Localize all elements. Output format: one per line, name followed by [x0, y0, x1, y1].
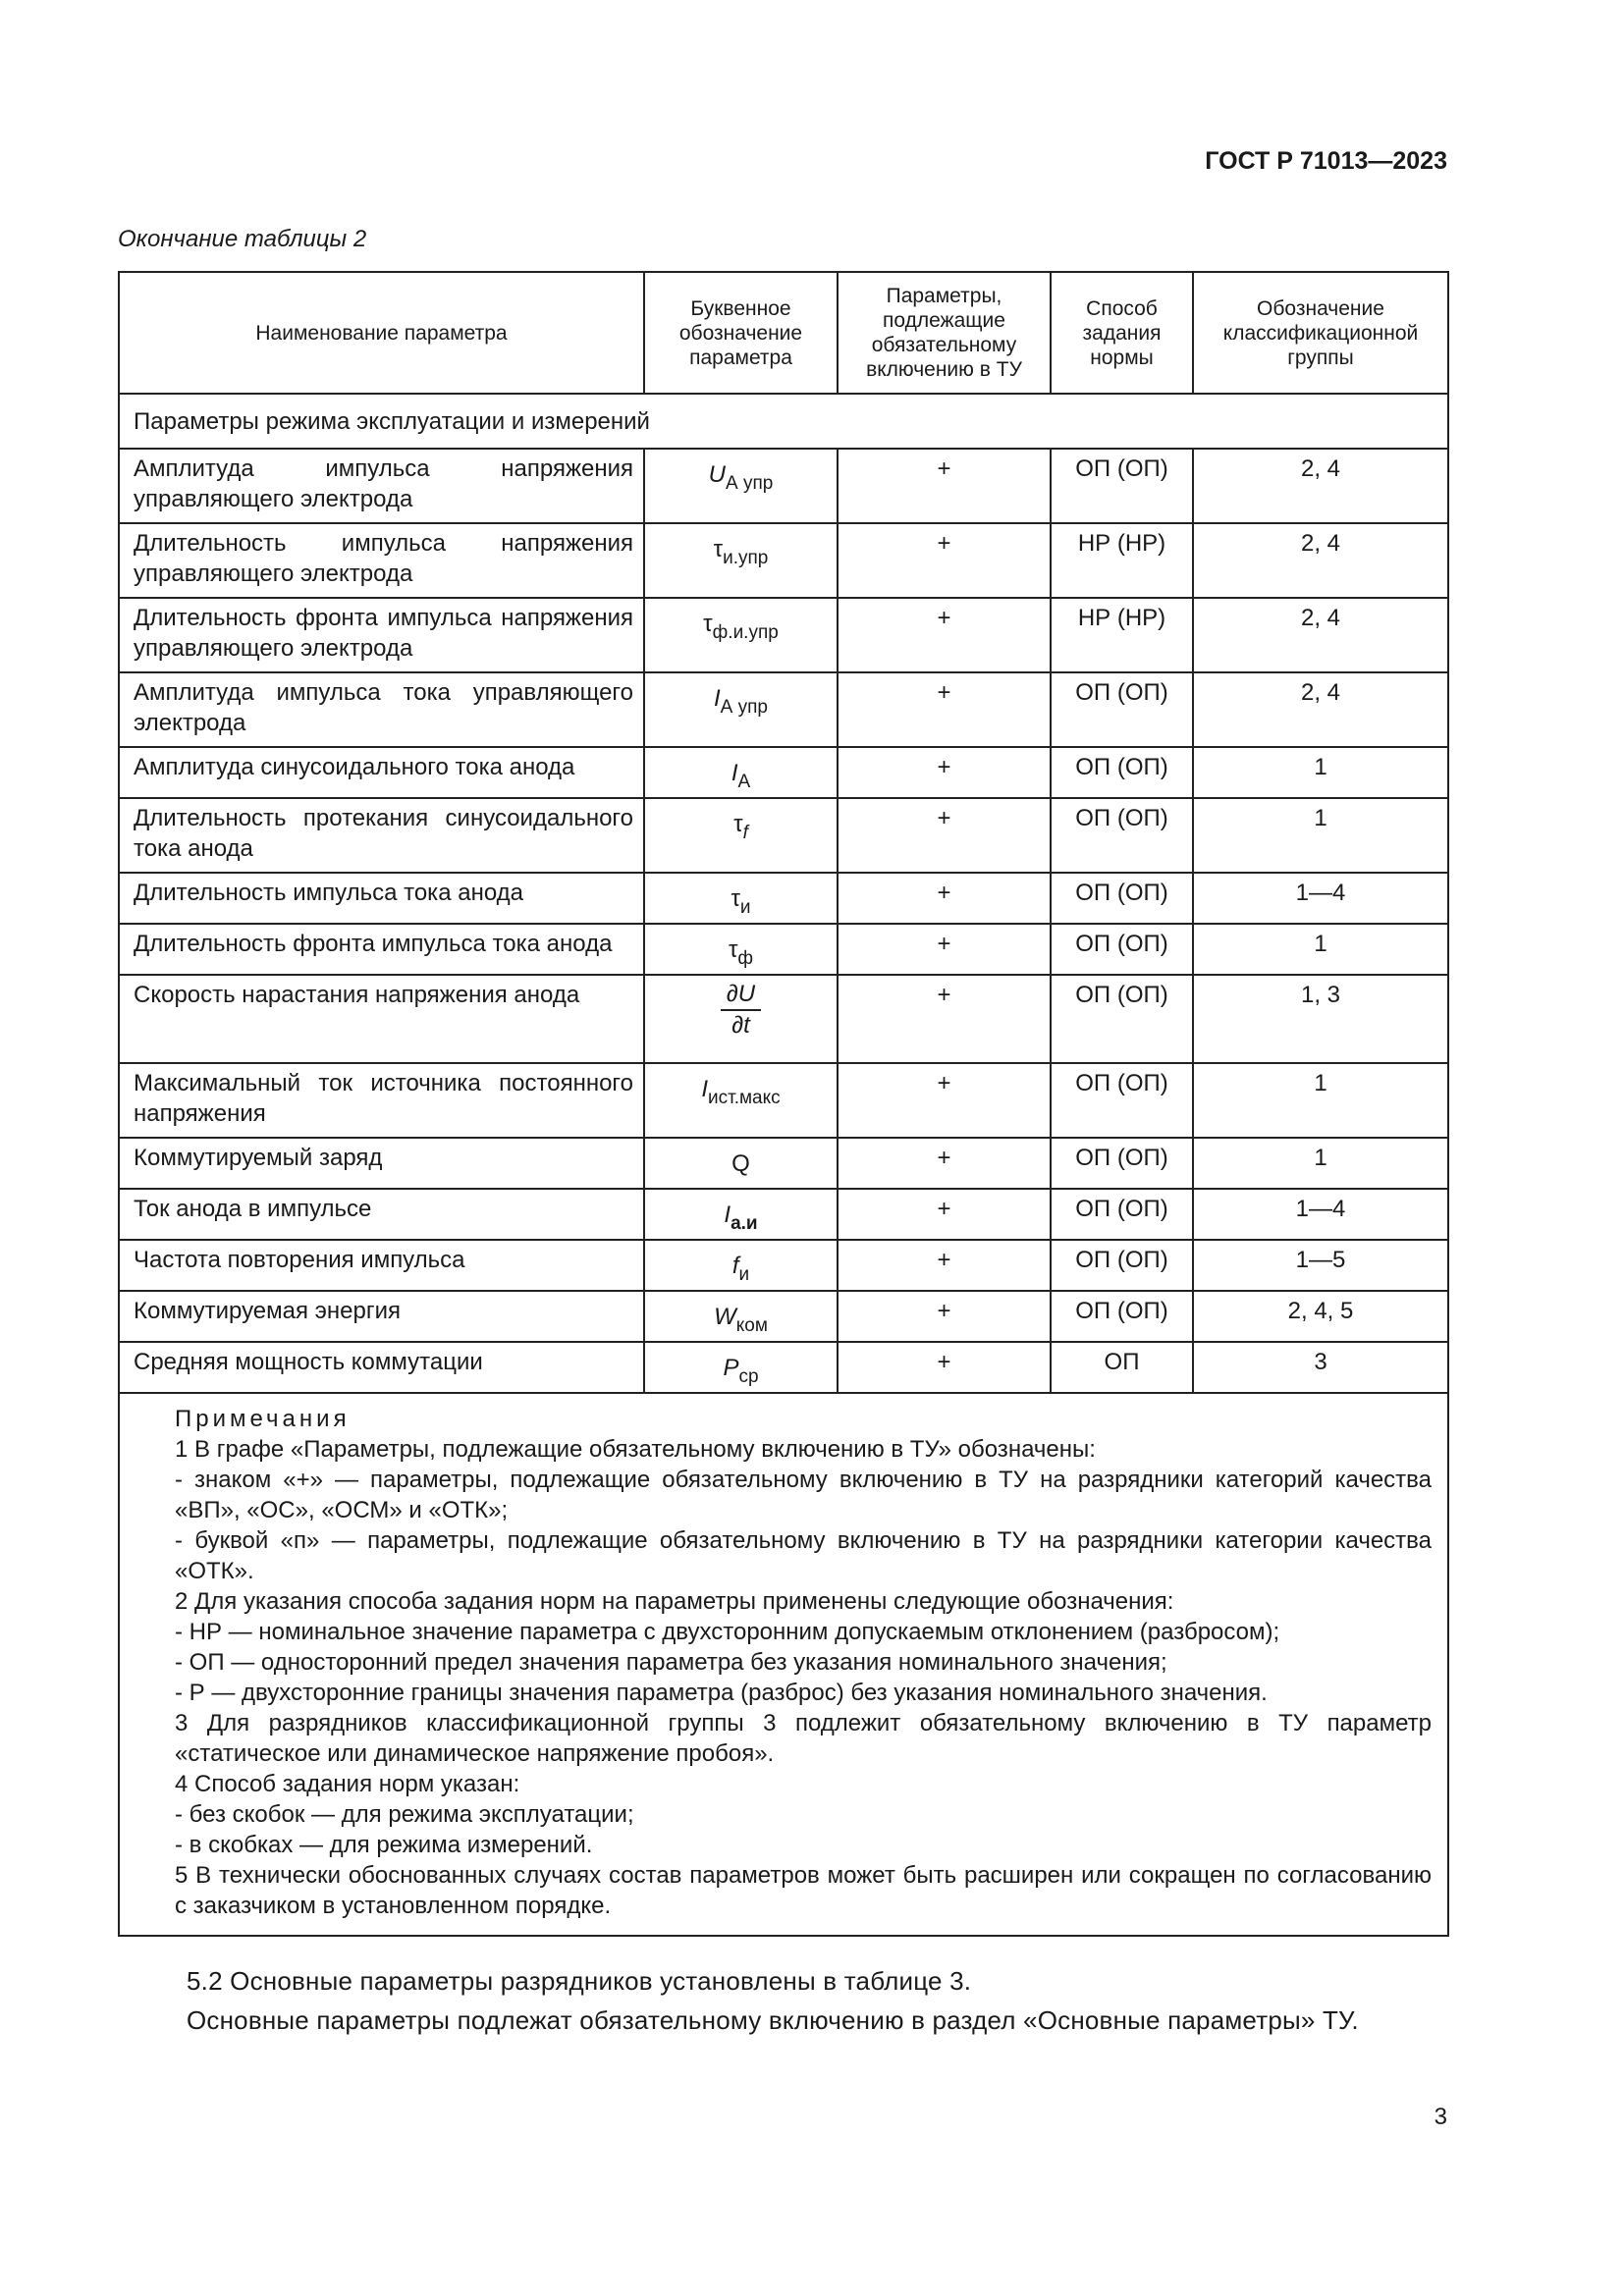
note-2a: - НР — номинальное значение параметра с двухсторонним допускаемым отклонением (разбросом);: [175, 1619, 1280, 1645]
param-name: Длительность протекания синусоидального тока анода: [119, 798, 644, 873]
param-symbol: $I_А$: [644, 747, 838, 798]
table-row: [119, 523, 1448, 598]
param-inclusion: +: [838, 975, 1051, 1063]
document-code: ГОСТ Р 71013—2023: [1205, 147, 1447, 175]
note-1: 1 В графе «Параметры, подлежащие обязательному включению в ТУ» обозначены:: [175, 1436, 1096, 1463]
paragraph-5-2: 5.2 Основные параметры разрядников установлены в таблице 3.: [187, 1966, 972, 1996]
param-group: 1—4: [1193, 873, 1448, 924]
note-2c: - Р — двухсторонние границы значения параметра (разброс) без указания номинального значения.: [175, 1680, 1268, 1706]
param-name: Амплитуда синусоидального тока анода: [119, 747, 644, 798]
param-norm: ОП (ОП): [1051, 1291, 1193, 1342]
param-group: 1—4: [1193, 1189, 1448, 1240]
param-inclusion: +: [838, 924, 1051, 975]
table-header-row: [119, 272, 1448, 394]
param-inclusion: +: [838, 1138, 1051, 1189]
param-inclusion: +: [838, 672, 1051, 747]
param-symbol: $\tau_{и.упр}$: [644, 523, 838, 598]
table-row: [119, 1342, 1448, 1393]
param-symbol: $f_и$: [644, 1240, 838, 1291]
param-name: Длительность фронта импульса напряжения управляющего электрода: [119, 598, 644, 672]
table-row: [119, 747, 1448, 798]
param-group: 1: [1193, 798, 1448, 873]
table-row: [119, 975, 1448, 1063]
param-group: 3: [1193, 1342, 1448, 1393]
param-inclusion: +: [838, 449, 1051, 523]
param-group: 2, 4, 5: [1193, 1291, 1448, 1342]
param-norm: НР (НР): [1051, 598, 1193, 672]
param-inclusion: +: [838, 523, 1051, 598]
param-norm: ОП (ОП): [1051, 798, 1193, 873]
column-header-inclusion: Параметры, подлежащие обязательному включению в ТУ: [838, 272, 1051, 394]
param-group: 2, 4: [1193, 598, 1448, 672]
param-name: Длительность фронта импульса тока анода: [119, 924, 644, 975]
param-norm: НР (НР): [1051, 523, 1193, 598]
param-group: 1: [1193, 924, 1448, 975]
table-row: [119, 1063, 1448, 1138]
column-header-symbol: Буквенное обозначение параметра: [644, 272, 838, 394]
param-inclusion: +: [838, 1189, 1051, 1240]
column-header-class-group: Обозначение классификационной группы: [1193, 272, 1448, 394]
param-norm: ОП (ОП): [1051, 1189, 1193, 1240]
param-symbol: $\tau_ф$: [644, 924, 838, 975]
table-row: [119, 1138, 1448, 1189]
param-norm: ОП (ОП): [1051, 1240, 1193, 1291]
param-inclusion: +: [838, 798, 1051, 873]
param-inclusion: +: [838, 598, 1051, 672]
section-title: Параметры режима эксплуатации и измерений: [119, 394, 1448, 449]
param-symbol: $I_{а.и}$: [644, 1189, 838, 1240]
param-inclusion: +: [838, 747, 1051, 798]
table-row: [119, 1291, 1448, 1342]
param-group: 1: [1193, 1138, 1448, 1189]
table-row: [119, 449, 1448, 523]
param-symbol: $\tau_f$: [644, 798, 838, 873]
param-group: 1: [1193, 747, 1448, 798]
derivative-fraction: $\frac{\partial U}{\partial t}$: [721, 980, 761, 1041]
param-symbol: Q: [644, 1138, 838, 1189]
notes-row: [119, 1393, 1448, 1936]
param-norm: ОП (ОП): [1051, 672, 1193, 747]
param-name: Средняя мощность коммутации: [119, 1342, 644, 1393]
param-inclusion: +: [838, 1342, 1051, 1393]
note-1a: - знаком «+» — параметры, подлежащие обязательному включению в ТУ на разрядники категорий качества «ВП», «ОС», «ОСМ» и «ОТК»;: [175, 1467, 1432, 1523]
param-inclusion: +: [838, 1240, 1051, 1291]
param-name: Максимальный ток источника постоянного напряжения: [119, 1063, 644, 1138]
section-row: [119, 394, 1448, 449]
table-row: [119, 1240, 1448, 1291]
param-name: Скорость нарастания напряжения анода: [119, 975, 644, 1063]
param-norm: ОП (ОП): [1051, 449, 1193, 523]
param-norm: ОП: [1051, 1342, 1193, 1393]
param-group: 2, 4: [1193, 449, 1448, 523]
table-row: [119, 924, 1448, 975]
note-5: 5 В технически обоснованных случаях состав параметров может быть расширен или сокращен по согласованию с заказчиком в установленном порядке.: [175, 1862, 1432, 1919]
note-1b: - буквой «п» — параметры, подлежащие обязательному включению в ТУ на разрядники категории качества «ОТК».: [175, 1527, 1432, 1584]
param-inclusion: +: [838, 873, 1051, 924]
param-name: Коммутируемая энергия: [119, 1291, 644, 1342]
table-row: [119, 598, 1448, 672]
param-norm: ОП (ОП): [1051, 924, 1193, 975]
param-symbol: $W_{ком}$: [644, 1291, 838, 1342]
param-group: 1, 3: [1193, 975, 1448, 1063]
page-number: 3: [1434, 2104, 1447, 2130]
param-symbol: $P_{ср}$: [644, 1342, 838, 1393]
param-inclusion: +: [838, 1063, 1051, 1138]
note-2b: - ОП — односторонний предел значения параметра без указания номинального значения;: [175, 1649, 1167, 1676]
param-group: 1: [1193, 1063, 1448, 1138]
param-norm: ОП (ОП): [1051, 1063, 1193, 1138]
param-norm: ОП (ОП): [1051, 873, 1193, 924]
param-symbol: $U_{А упр}$: [644, 449, 838, 523]
param-name: Ток анода в импульсе: [119, 1189, 644, 1240]
table-row: [119, 672, 1448, 747]
note-3: 3 Для разрядников классификационной группы 3 подлежит обязательному включению в ТУ параметр «статическое или динамическое напряжение пробоя».: [175, 1710, 1432, 1767]
notes-title: Примечания: [175, 1406, 351, 1432]
param-group: 1—5: [1193, 1240, 1448, 1291]
param-name: Амплитуда импульса тока управляющего электрода: [119, 672, 644, 747]
table-row: [119, 1189, 1448, 1240]
param-symbol: $\tau_{ф.и.упр}$: [644, 598, 838, 672]
parameters-table: [118, 271, 1449, 1937]
param-group: 2, 4: [1193, 523, 1448, 598]
note-2: 2 Для указания способа задания норм на параметры применены следующие обозначения:: [175, 1588, 1174, 1615]
param-norm: ОП (ОП): [1051, 1138, 1193, 1189]
param-symbol: $I_{ист.макс}$: [644, 1063, 838, 1138]
param-name: Длительность импульса тока анода: [119, 873, 644, 924]
param-inclusion: +: [838, 1291, 1051, 1342]
table-row: [119, 798, 1448, 873]
paragraph-main-params: Основные параметры подлежат обязательному включению в раздел «Основные параметры» ТУ.: [187, 2005, 1359, 2035]
param-norm: ОП (ОП): [1051, 747, 1193, 798]
param-name: Длительность импульса напряжения управляющего электрода: [119, 523, 644, 598]
param-symbol: $I_{А упр}$: [644, 672, 838, 747]
note-4a: - без скобок — для режима эксплуатации;: [175, 1801, 634, 1828]
param-group: 2, 4: [1193, 672, 1448, 747]
table-row: [119, 873, 1448, 924]
note-4: 4 Способ задания норм указан:: [175, 1771, 520, 1797]
table-notes: [119, 1393, 1448, 1936]
note-4b: - в скобках — для режима измерений.: [175, 1832, 593, 1858]
param-name: Частота повторения импульса: [119, 1240, 644, 1291]
param-name: Амплитуда импульса напряжения управляющего электрода: [119, 449, 644, 523]
table-caption: Окончание таблицы 2: [118, 226, 367, 252]
param-symbol: $\tau_и$: [644, 873, 838, 924]
column-header-name: Наименование параметра: [119, 272, 644, 394]
param-norm: ОП (ОП): [1051, 975, 1193, 1063]
param-name: Коммутируемый заряд: [119, 1138, 644, 1189]
param-symbol: [644, 975, 838, 1063]
column-header-norm-method: Способ задания нормы: [1051, 272, 1193, 394]
